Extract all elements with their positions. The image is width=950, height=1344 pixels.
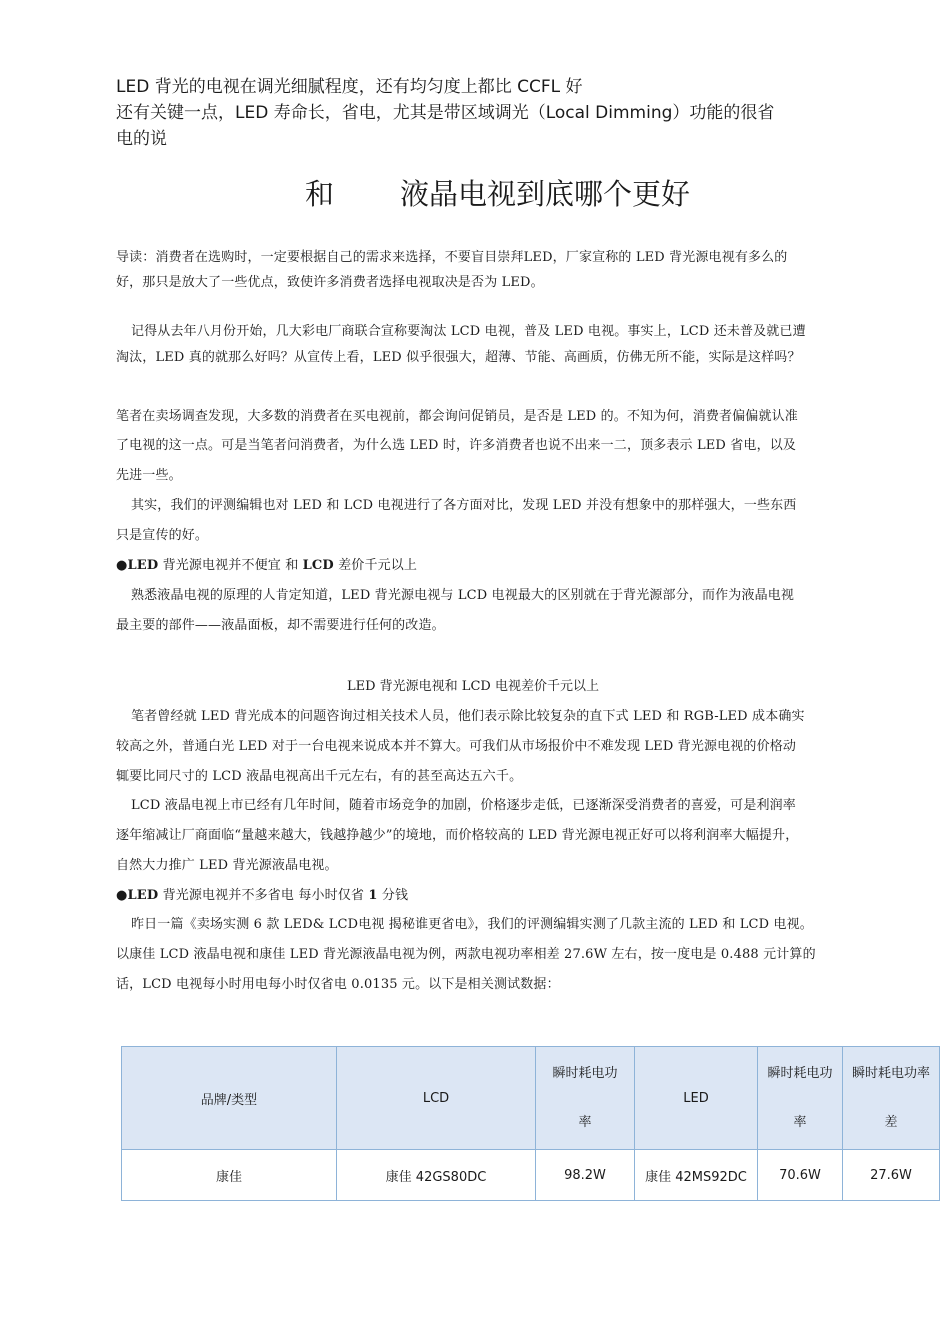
heading-text: 背光源电视并不便宜 和 [158, 558, 303, 573]
p5-line-3: 辄要比同尺寸的 LCD 液晶电视高出千元左右，有的甚至高达五六千。 [116, 769, 523, 784]
cell-brand: 康佳 [122, 1150, 337, 1201]
header-power-diff [843, 1047, 940, 1150]
daodu-line-2: 好，那只是放大了一些优点，致使许多消费者选择电视取决是否为 LED。 [116, 275, 544, 290]
header-led-power-line-2: 率 [793, 1115, 807, 1130]
section-heading-power [116, 884, 408, 903]
cell-power-diff: 27.6W [843, 1150, 940, 1201]
p5-line-2: 较高之外，普通白光 LED 对于一台电视来说成本并不算大。可我们从市场报价中不难发现 LED 背光源电视的价格动 [116, 739, 797, 754]
heading-number: 1 [368, 888, 378, 903]
p2-line-3: 先进一些。 [116, 468, 182, 483]
p3-line-1: 其实，我们的评测编辑也对 LED 和 LCD 电视进行了各方面对比，发现 LED 并没有想象中的那样强大，一些东西 [131, 498, 797, 513]
image-caption: LED 背光源电视和 LCD 电视差价千元以上 [347, 679, 599, 694]
cell-led-power: 70.6W [758, 1150, 843, 1201]
heading-text: 背光源电视并不多省电 每小时仅省 [158, 888, 369, 903]
header-lcd-power-line-2: 率 [578, 1115, 592, 1130]
p2-line-1: 笔者在卖场调查发现，大多数的消费者在买电视前，都会询问促销员，是否是 LED 的。不知为何，消费者偏偏就认准 [116, 409, 798, 424]
intro-line-2: 还有关键一点，LED 寿命长，省电，尤其是带区域调光（Local Dimming）功能的很省 [116, 103, 775, 123]
header-lcd: LCD [337, 1047, 536, 1150]
header-lcd-power [536, 1047, 635, 1150]
header-led-power [758, 1047, 843, 1150]
p6-line-1: LCD 液晶电视上市已经有几年时间，随着市场竞争的加剧，价格逐步走低，已逐渐深受消费者的喜爱，可是利润率 [131, 798, 796, 813]
p2-line-2: 了电视的这一点。可是当笔者问消费者，为什么选 LED 时，许多消费者也说不出来一二，顶多表示 LED 省电，以及 [116, 438, 797, 453]
header-lcd-power-line-1: 瞬时耗电功 [552, 1066, 618, 1081]
cell-led-model: 康佳 42MS92DC [635, 1150, 758, 1201]
heading-text: 分钱 [377, 888, 409, 903]
p7-line-3: 话，LCD 电视每小时用电每小时仅省电 0.0135 元。以下是相关测试数据： [116, 977, 560, 992]
p6-line-3: 自然大力推广 LED 背光源液晶电视。 [116, 858, 338, 873]
cell-lcd-model: 康佳 42GS80DC [337, 1150, 536, 1201]
intro-line-1: LED 背光的电视在调光细腻程度，还有均匀度上都比 CCFL 好 [116, 77, 583, 97]
power-comparison-table [121, 1046, 940, 1201]
p1-line-2: 淘汰，LED 真的就那么好吗？从宣传上看，LED 似乎很强大，超薄、节能、高画质，仿佛无所不能，实际是这样吗？ [116, 350, 801, 365]
daodu-line-1: 导读：消费者在选购时，一定要根据自己的需求来选择，不要盲目崇拜LED，厂家宣称的 LED 背光源电视有多么的 [116, 250, 788, 265]
header-brand: 品牌/类型 [122, 1047, 337, 1150]
cell-lcd-power: 98.2W [536, 1150, 635, 1201]
header-power-diff-line-1: 瞬时耗电功率 [851, 1066, 930, 1081]
heading-lcd: LCD [302, 558, 334, 573]
title-part-1: 和 [305, 177, 335, 211]
p3-line-2: 只是宣传的好。 [116, 528, 209, 543]
heading-bullet-led: ●LED [116, 888, 159, 903]
heading-bullet-led: ●LED [116, 558, 159, 573]
p7-line-1: 昨日一篇《卖场实测 6 款 LED& LCD电视 揭秘谁更省电》，我们的评测编辑实测了几款主流的 LED 和 LCD 电视。 [131, 917, 813, 932]
header-led: LED [635, 1047, 758, 1150]
p4-line-1: 熟悉液晶电视的原理的人肯定知道，LED 背光源电视与 LCD 电视最大的区别就在于背光源部分，而作为液晶电视 [131, 588, 795, 603]
heading-text: 差价千元以上 [333, 558, 418, 573]
p7-line-2: 以康佳 LCD 液晶电视和康佳 LED 背光源液晶电视为例，两款电视功率相差 27.6W 左右，按一度电是 0.488 元计算的 [116, 947, 816, 962]
header-power-diff-line-2: 差 [884, 1115, 898, 1130]
p4-line-2: 最主要的部件——液晶面板，却不需要进行任何的改造。 [116, 618, 445, 633]
p6-line-2: 逐年缩减让厂商面临“量越来越大，钱越挣越少”的境地，而价格较高的 LED 背光源电视正好可以将利润率大幅提升， [116, 828, 799, 843]
title-part-2: 液晶电视到底哪个更好 [400, 177, 691, 211]
table-header-row [122, 1047, 940, 1150]
table-row [122, 1150, 940, 1201]
p1-line-1: 记得从去年八月份开始，几大彩电厂商联合宣称要淘汰 LCD 电视，普及 LED 电视。事实上，LCD 还未普及就已遭 [131, 324, 806, 339]
header-led-power-line-1: 瞬时耗电功 [767, 1066, 833, 1081]
section-heading-price [116, 554, 417, 573]
intro-line-3: 电的说 [116, 129, 167, 149]
p5-line-1: 笔者曾经就 LED 背光成本的问题咨询过相关技术人员，他们表示除比较复杂的直下式 LED 和 RGB-LED 成本确实 [131, 709, 805, 724]
